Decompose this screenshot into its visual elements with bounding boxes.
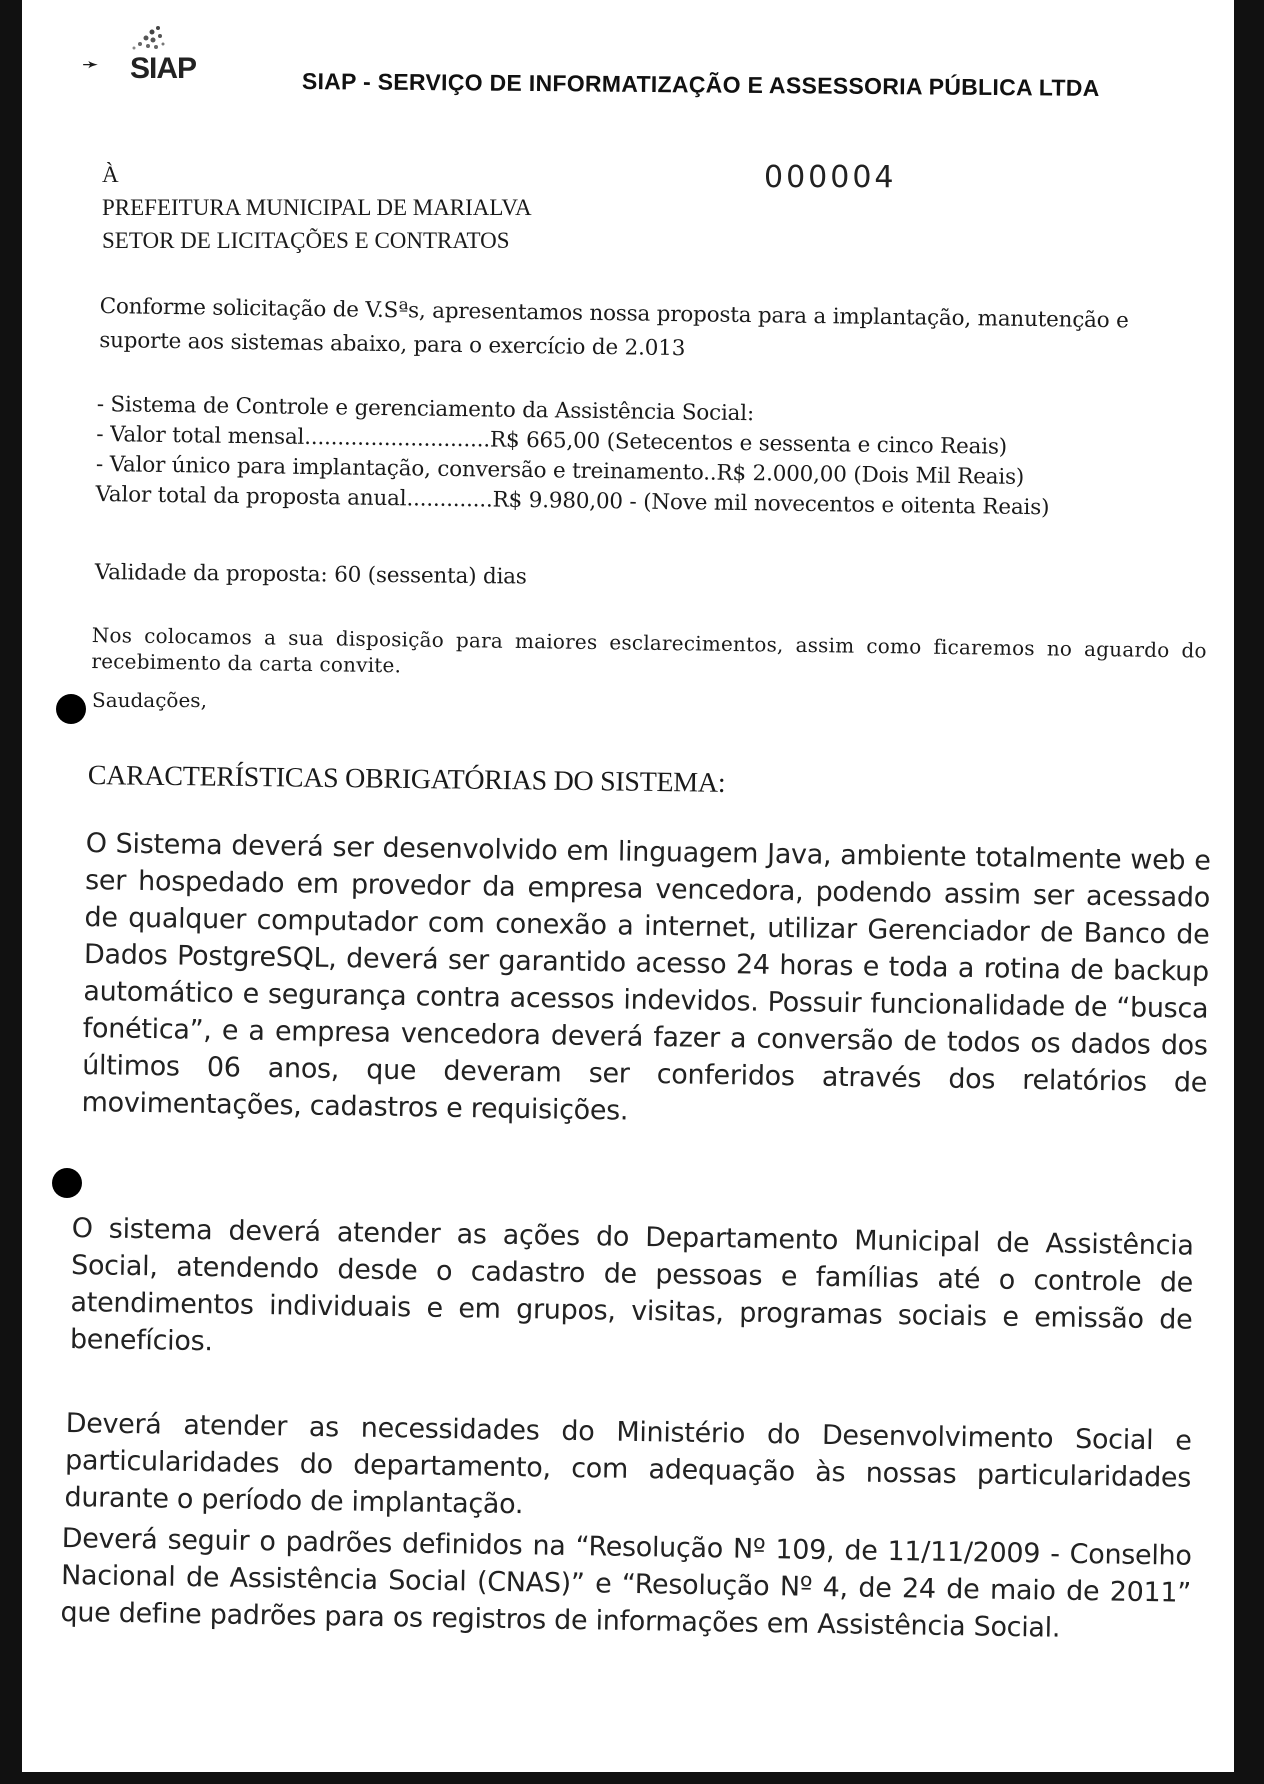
- company-name: SIAP - SERVIÇO DE INFORMATIZAÇÃO E ASSESSORIA PÚBLICA LTDA: [301, 68, 1100, 101]
- recipient-address: [102, 158, 532, 257]
- logo-text: SIAP: [130, 52, 197, 85]
- document-page: [22, 0, 1234, 1772]
- closing-paragraph: Nos colocamos a sua disposição para maiores esclarecimentos, assim como ficaremos no aguardo do recebimento da carta convite.: [91, 622, 1207, 678]
- proposal-item: - Valor único para implantação, conversão e treinamento..R$ 2.000,00 (Dois Mil Reais): [95, 451, 1025, 490]
- proposal-item: - Valor total mensal............................R$ 665,00 (Setecentos e sessenta e cinco Reais): [96, 421, 1008, 460]
- recipient-line: À: [102, 162, 119, 187]
- requirement-paragraph: Deverá atender as necessidades do Ministério do Desenvolvimento Social e particularidades do departamento, com adequação às nossas particularidades durante o período de implantação.: [64, 1407, 1192, 1521]
- validity-line: Validade da proposta: 60 (sessenta) dias: [94, 560, 527, 590]
- requirement-paragraph: O sistema deverá atender as ações do Departamento Municipal de Assistência Social, atendendo desde o cadastro de pessoas e famílias até o controle de atendimentos individuais e em grupos, visitas, programas sociais e emissão de benefícios.: [69, 1212, 1194, 1358]
- proposal-items: [95, 390, 1207, 525]
- greeting: Saudações,: [92, 688, 207, 712]
- recipient-line: SETOR DE LICITAÇÕES E CONTRATOS: [102, 228, 510, 253]
- requirement-paragraph: O Sistema deverá ser desenvolvido em linguagem Java, ambiente totalmente web e ser hospedado em provedor da empresa vencedora, podendo assim ser acessado de qualquer computador com conexão a internet, utilizar Gerenciador de Banco de Dados PostgreSQL, deverá ser garantido acesso 24 horas e toda a rotina de backup automático e segurança contra acessos indevidos. Possuir funcionalidade de “busca fonética”, e a empresa vencedora deverá fazer a conversão de todos os dados dos últimos 06 anos, que deveram ser conferidos através dos relatórios de movimentações, cadastros e requisições.: [81, 827, 1211, 1127]
- punch-hole-mark: [52, 1168, 82, 1198]
- proposal-item: - Sistema de Controle e gerenciamento da Assistência Social:: [96, 391, 755, 427]
- punch-hole-mark: [56, 694, 86, 724]
- requirement-paragraph: Deverá seguir o padrões definidos na “Resolução Nº 109, de 11/11/2009 - Conselho Nacional de Assistência Social (CNAS)” e “Resolução Nº 4, de 24 de maio de 2011” que define padrões para os registros de informações em Assistência Social.: [60, 1522, 1192, 1644]
- intro-paragraph: Conforme solicitação de V.Sªs, apresentamos nossa proposta para a implantação, manutenção e suporte aos sistemas abaixo, para o exercício de 2.013: [99, 293, 1129, 362]
- section-title: CARACTERÍSTICAS OBRIGATÓRIAS DO SISTEMA:: [87, 760, 726, 799]
- arrow-icon: ➛: [82, 52, 99, 76]
- proposal-total: Valor total da proposta anual.............R$ 9.980,00 - (Nove mil novecentos e oitenta Reais): [95, 481, 1050, 521]
- siap-logo: [82, 22, 252, 112]
- page-stamp-number: 000004: [764, 160, 897, 195]
- recipient-line: PREFEITURA MUNICIPAL DE MARIALVA: [102, 195, 532, 220]
